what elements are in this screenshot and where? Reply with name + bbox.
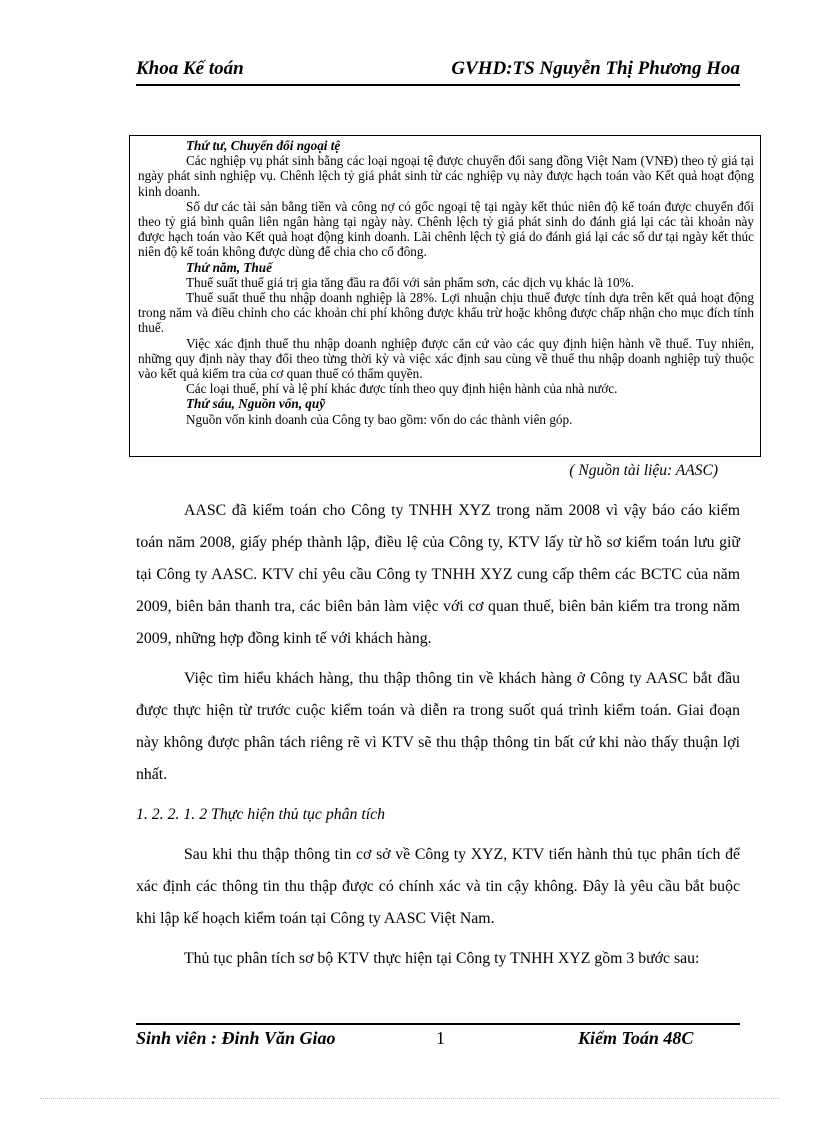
paragraph: Sau khi thu thập thông tin cơ sở về Công ty XYZ, KTV tiến hành thủ tục phân tích để xác định các thông tin thu thập được có chính xác và tin cậy không. Đây là yêu cầu bắt buộc khi lập kế hoạch kiểm toán tại Công ty AASC Việt Nam. <box>136 846 740 927</box>
paragraph: Thuế suất thuế thu nhập doanh nghiệp là 28%. Lợi nhuận chịu thuế được tính dựa trên kết quả hoạt động trong năm và điều chỉnh cho các khoản chi phí không được khấu trừ hoặc không được chấp nhận cho mục đích tính thuế. <box>138 290 754 336</box>
section-heading: 1. 2. 2. 1. 2 Thực hiện thủ tục phân tích <box>136 806 386 823</box>
paragraph: Việc tìm hiểu khách hàng, thu thập thông tin về khách hàng ở Công ty AASC bắt đầu được thực hiện từ trước cuộc kiểm toán và diễn ra trong suốt quá trình kiểm toán. Giai đoạn này không được phân tách riêng rẽ vì KTV sẽ thu thập thông tin bất cứ khi nào thấy thuận lợi nhất. <box>136 670 740 783</box>
footer-class: Kiểm Toán 48C <box>578 1028 694 1048</box>
paragraph: AASC đã kiểm toán cho Công ty TNHH XYZ trong năm 2008 vì vậy báo cáo kiểm toán năm 2008, giấy phép thành lập, điều lệ của Công ty, KTV lấy từ hồ sơ kiểm toán lưu giữ tại Công ty AASC. KTV chỉ yêu cầu Công ty TNHH XYZ cung cấp thêm các BCTC của năm 2009, biên bản thanh tra, các biên bản làm việc với cơ quan thuế, biên bản kiểm tra trong năm 2009, những hợp đồng kinh tế với khách hàng. <box>136 502 740 647</box>
paragraph: Các nghiệp vụ phát sinh bằng các loại ngoại tệ được chuyển đổi sang đồng Việt Nam (VNĐ) theo tỷ giá tại ngày phát sinh nghiệp vụ. Chênh lệch tỷ giá phát sinh từ các nghiệp vụ này được hạch toán vào Kết quả hoạt động kinh doanh. <box>138 153 754 199</box>
paragraph: Việc xác định thuế thu nhập doanh nghiệp được căn cứ vào các quy định hiện hành về thuế. Tuy nhiên, những quy định này thay đổi theo từng thời kỳ và việc xác định sau cùng về thuế thu nhập doanh nghiệp tuỳ thuộc vào kết quả kiểm tra của cơ quan thuế có thẩm quyền. <box>138 335 754 382</box>
source-note: ( Nguồn tài liệu: AASC) <box>569 462 718 479</box>
footer-student: Sinh viên : Đinh Văn Giao <box>136 1028 336 1048</box>
page-number: 1 <box>436 1028 445 1048</box>
page-bottom-divider <box>40 1098 780 1099</box>
paragraph: Số dư các tài sản bằng tiền và công nợ có gốc ngoại tệ tại ngày kết thúc niên độ kế toán được chuyển đổi theo tỷ giá bình quân liên ngân hàng tại ngày này. Chênh lệch tỷ giá phát sinh do đánh giá lại các tài khoản này được hạch toán vào Kết quả hoạt động kinh doanh. Lãi chênh lệch tỷ giá do đánh giá lại các số dư tại ngày kết thúc niên độ kế toán không được dùng để chia cho cổ đông. <box>138 198 754 260</box>
paragraph: Nguồn vốn kinh doanh của Công ty bao gồm: vốn do các thành viên góp. <box>186 411 573 427</box>
footer-rule <box>136 1023 740 1025</box>
page-header <box>136 58 740 86</box>
body-text <box>136 495 740 975</box>
section-title-tax: Thứ năm, Thuế <box>186 259 272 275</box>
policy-box <box>129 135 761 457</box>
header-supervisor: GVHD:TS Nguyễn Thị Phương Hoa <box>451 58 740 79</box>
paragraph: Thuế suất thuế giá trị gia tăng đầu ra đối với sản phẩm sơn, các dịch vụ khác là 10%. <box>186 274 634 290</box>
paragraph: Thủ tục phân tích sơ bộ KTV thực hiện tại Công ty TNHH XYZ gồm 3 bước sau: <box>184 950 700 967</box>
section-title-currency: Thứ tư, Chuyển đổi ngoại tệ <box>186 138 341 153</box>
header-faculty: Khoa Kế toán <box>136 58 244 79</box>
section-title-capital: Thứ sáu, Nguồn vốn, quỹ <box>186 396 326 412</box>
paragraph: Các loại thuế, phí và lệ phí khác được tính theo quy định hiện hành của nhà nước. <box>186 381 618 397</box>
